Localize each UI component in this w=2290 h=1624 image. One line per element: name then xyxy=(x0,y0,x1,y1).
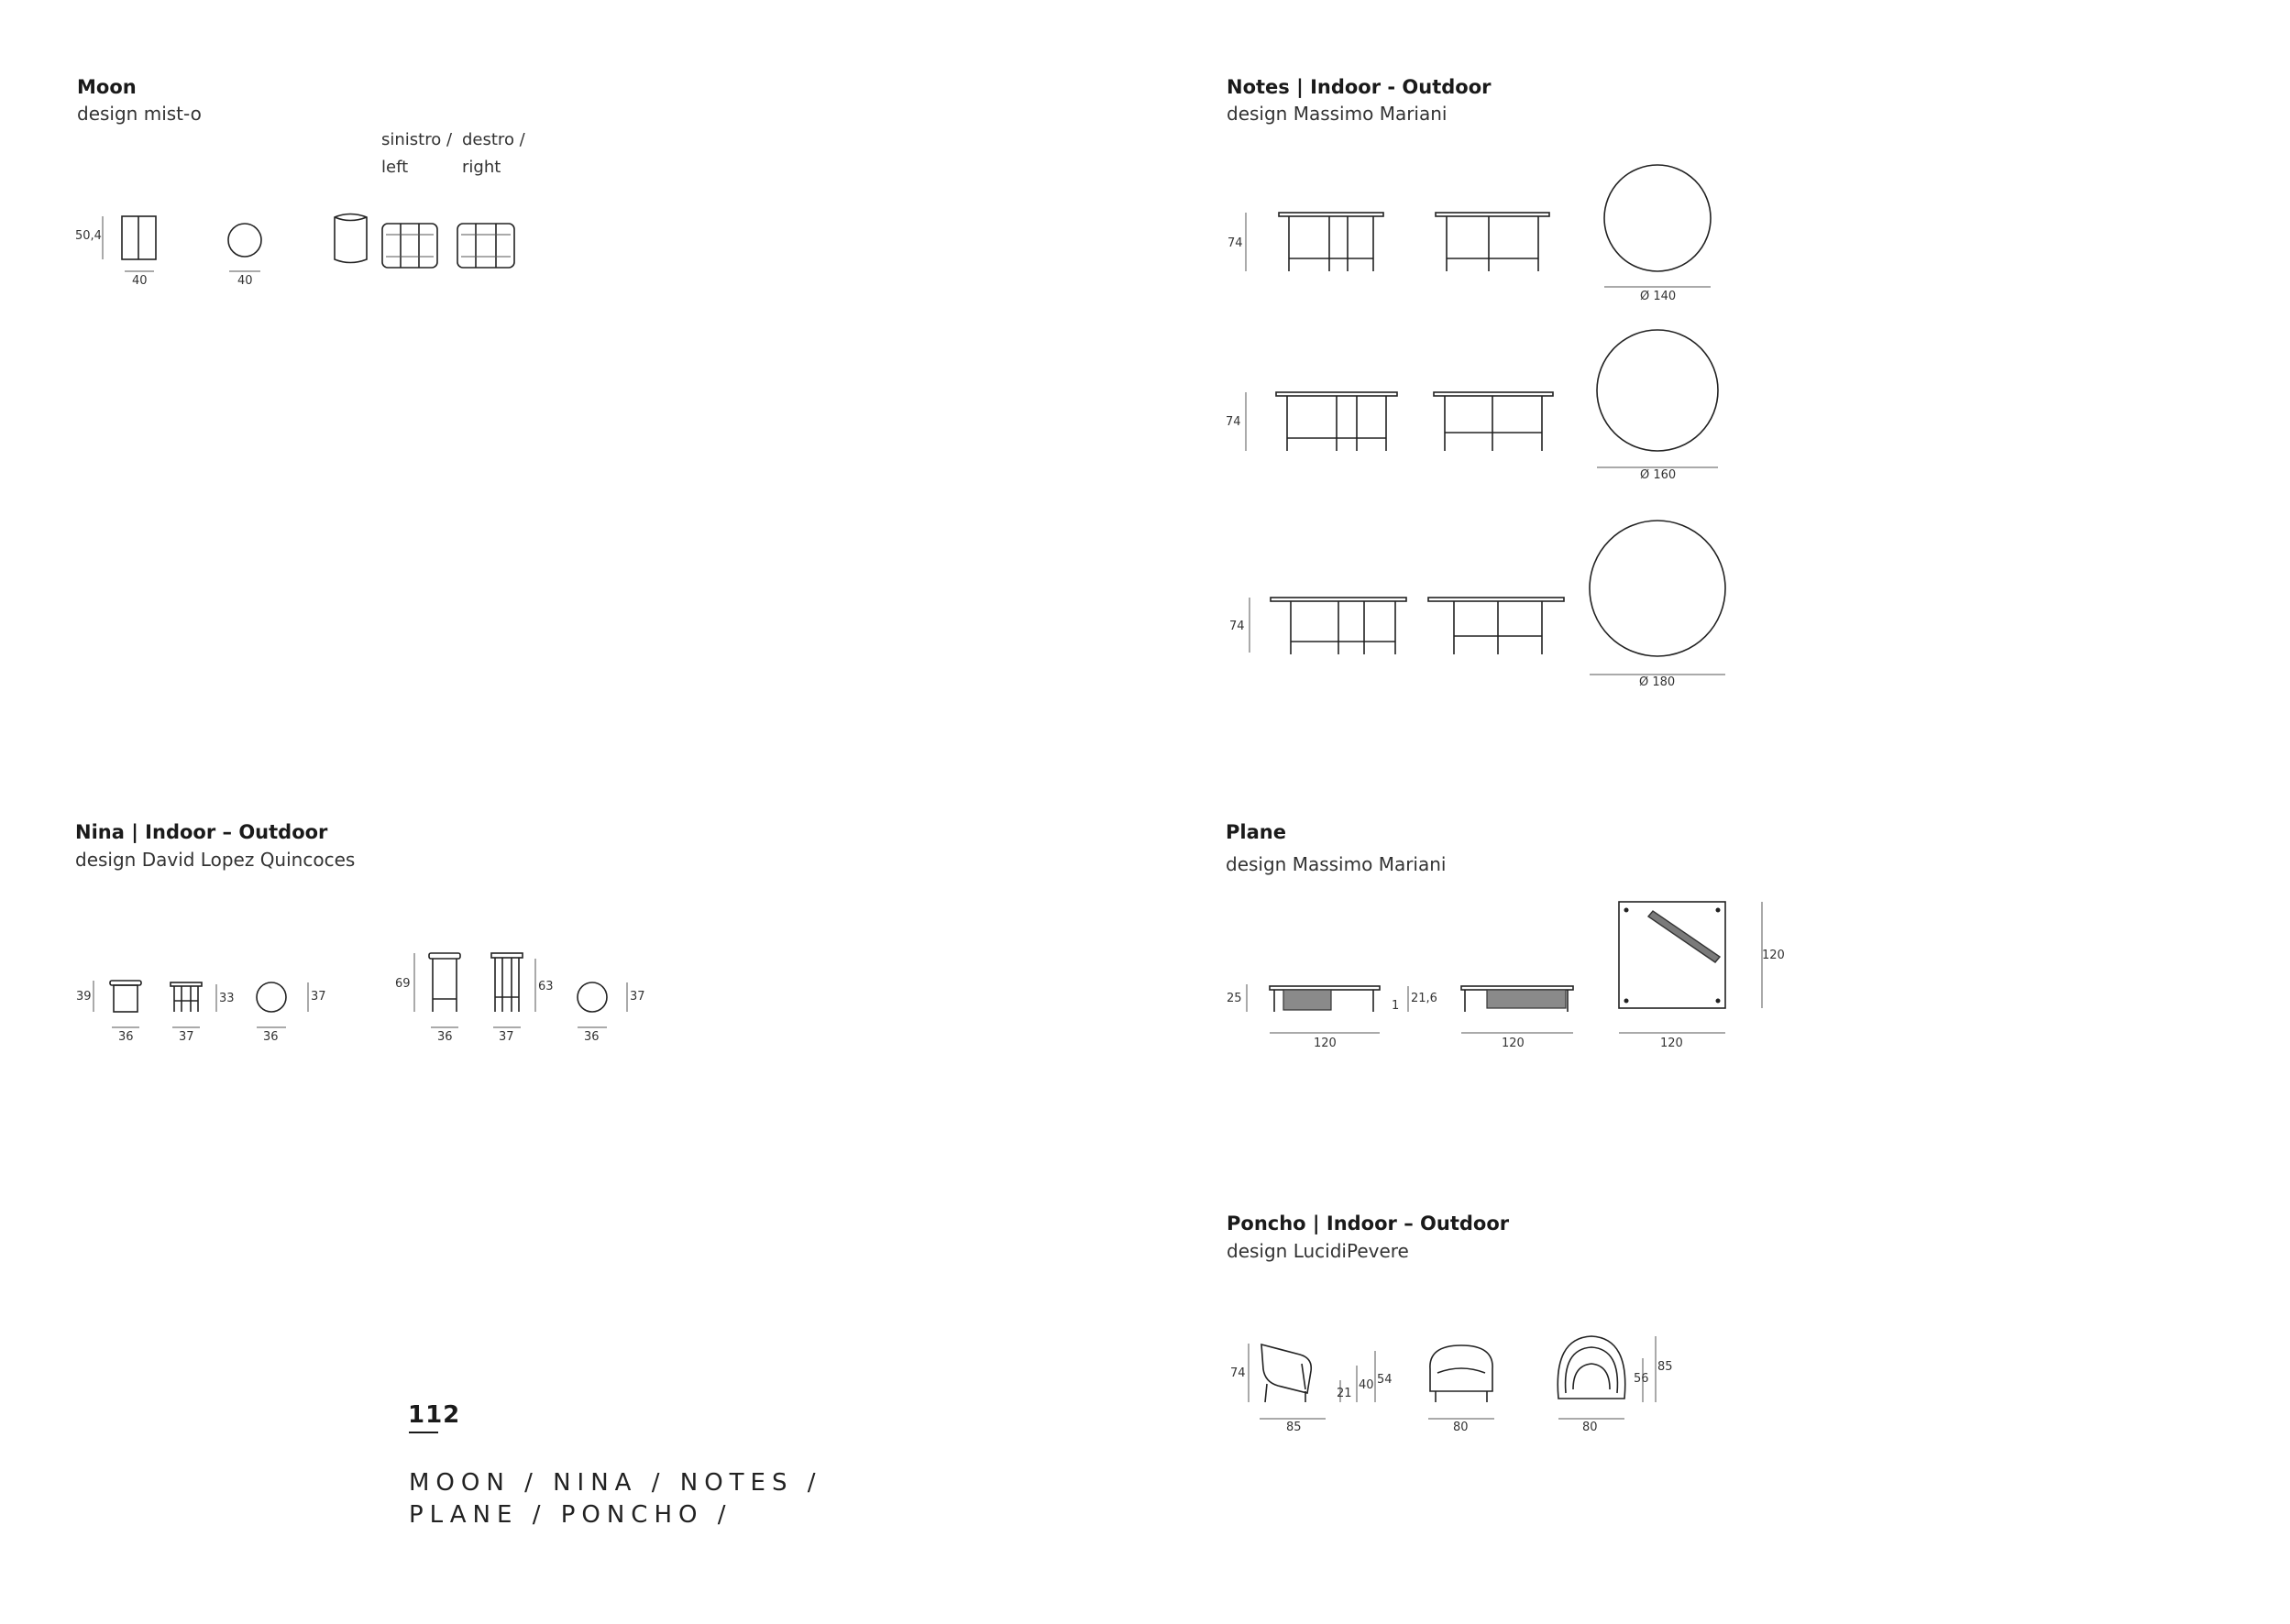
nina-high-stools xyxy=(414,953,627,1027)
poncho-height-total: 74 xyxy=(1230,1366,1246,1380)
plane-top-view xyxy=(1619,902,1762,1033)
moon-title: Moon xyxy=(77,76,137,98)
moon-designer: design mist-o xyxy=(77,103,202,125)
moon-right-label-en: right xyxy=(462,158,501,177)
moon-right-label xyxy=(462,126,525,181)
nina-low-height-1: 39 xyxy=(76,990,92,1004)
notes-row2 xyxy=(1246,330,1718,467)
nina-high-width-2: 37 xyxy=(499,1030,514,1044)
plane-designer: design Massimo Mariani xyxy=(1226,853,1447,875)
moon-perspective xyxy=(335,214,367,263)
notes-row2-diameter: Ø 160 xyxy=(1640,468,1677,482)
moon-left-label-en: left xyxy=(381,158,409,177)
nina-high-height-2: 63 xyxy=(538,980,554,993)
nina-designer: design David Lopez Quincoces xyxy=(75,849,356,871)
page-number: 112 xyxy=(408,1401,461,1429)
poncho-title: Poncho | Indoor – Outdoor xyxy=(1227,1213,1510,1234)
moon-left-label-it: sinistro / xyxy=(381,130,453,149)
notes-row3-height: 74 xyxy=(1229,620,1245,633)
plane-title: Plane xyxy=(1226,821,1286,843)
nina-high-height-1: 69 xyxy=(395,977,411,991)
notes-designer: design Massimo Mariani xyxy=(1227,103,1448,125)
plane-depth: 120 xyxy=(1762,949,1785,962)
plane-width-3: 120 xyxy=(1660,1037,1683,1050)
moon-right-config xyxy=(457,224,514,268)
moon-left-label xyxy=(381,126,452,181)
moon-left-config xyxy=(382,224,437,268)
nina-high-width-3: 36 xyxy=(584,1030,600,1044)
plane-height-1: 25 xyxy=(1227,992,1242,1005)
plane-width-1: 120 xyxy=(1314,1037,1337,1050)
footer-index-line-2: PLANE / PONCHO / xyxy=(409,1501,732,1529)
notes-title: Notes | Indoor - Outdoor xyxy=(1227,76,1492,98)
moon-dim-height: 50,4 xyxy=(75,229,102,243)
poncho-width-top: 80 xyxy=(1582,1421,1598,1434)
plane-width-2: 120 xyxy=(1502,1037,1525,1050)
poncho-top-height-1: 56 xyxy=(1634,1372,1649,1386)
nina-title: Nina | Indoor – Outdoor xyxy=(75,821,328,843)
plane-height-2: 21,6 xyxy=(1411,992,1437,1005)
poncho-designer: design LucidiPevere xyxy=(1227,1240,1409,1262)
nina-low-stools xyxy=(94,981,308,1027)
page-number-underline xyxy=(409,1432,438,1433)
nina-high-width-1: 36 xyxy=(437,1030,453,1044)
notes-row3 xyxy=(1250,521,1725,675)
nina-low-width-1: 36 xyxy=(118,1030,134,1044)
plane-gap: 1 xyxy=(1392,999,1400,1013)
nina-low-width-3: 36 xyxy=(263,1030,279,1044)
notes-row1-height: 74 xyxy=(1228,236,1243,250)
notes-row1 xyxy=(1246,165,1711,287)
poncho-width-front: 80 xyxy=(1453,1421,1469,1434)
notes-row2-height: 74 xyxy=(1226,415,1241,429)
footer-index-line-1: MOON / NINA / NOTES / xyxy=(409,1469,822,1497)
poncho-height-back: 54 xyxy=(1377,1373,1393,1387)
notes-row3-diameter: Ø 180 xyxy=(1639,675,1676,689)
moon-top-view xyxy=(228,224,261,271)
poncho-width-side: 85 xyxy=(1286,1421,1302,1434)
nina-high-height-3: 37 xyxy=(630,990,645,1004)
moon-dim-width-top: 40 xyxy=(237,274,253,288)
moon-front-view xyxy=(103,216,156,271)
poncho-height-seat: 21 xyxy=(1337,1387,1352,1400)
nina-low-height-3: 37 xyxy=(311,990,326,1004)
nina-low-width-2: 37 xyxy=(179,1030,194,1044)
plane-side-view-1 xyxy=(1247,984,1380,1033)
poncho-top-height-2: 85 xyxy=(1657,1360,1673,1374)
poncho-height-arm: 40 xyxy=(1359,1378,1374,1392)
moon-right-label-it: destro / xyxy=(462,130,525,149)
notes-row1-diameter: Ø 140 xyxy=(1640,290,1677,303)
poncho-side-view xyxy=(1249,1344,1375,1419)
nina-low-height-2: 33 xyxy=(219,992,235,1005)
poncho-front-view xyxy=(1428,1345,1494,1419)
moon-dim-width-front: 40 xyxy=(132,274,148,288)
